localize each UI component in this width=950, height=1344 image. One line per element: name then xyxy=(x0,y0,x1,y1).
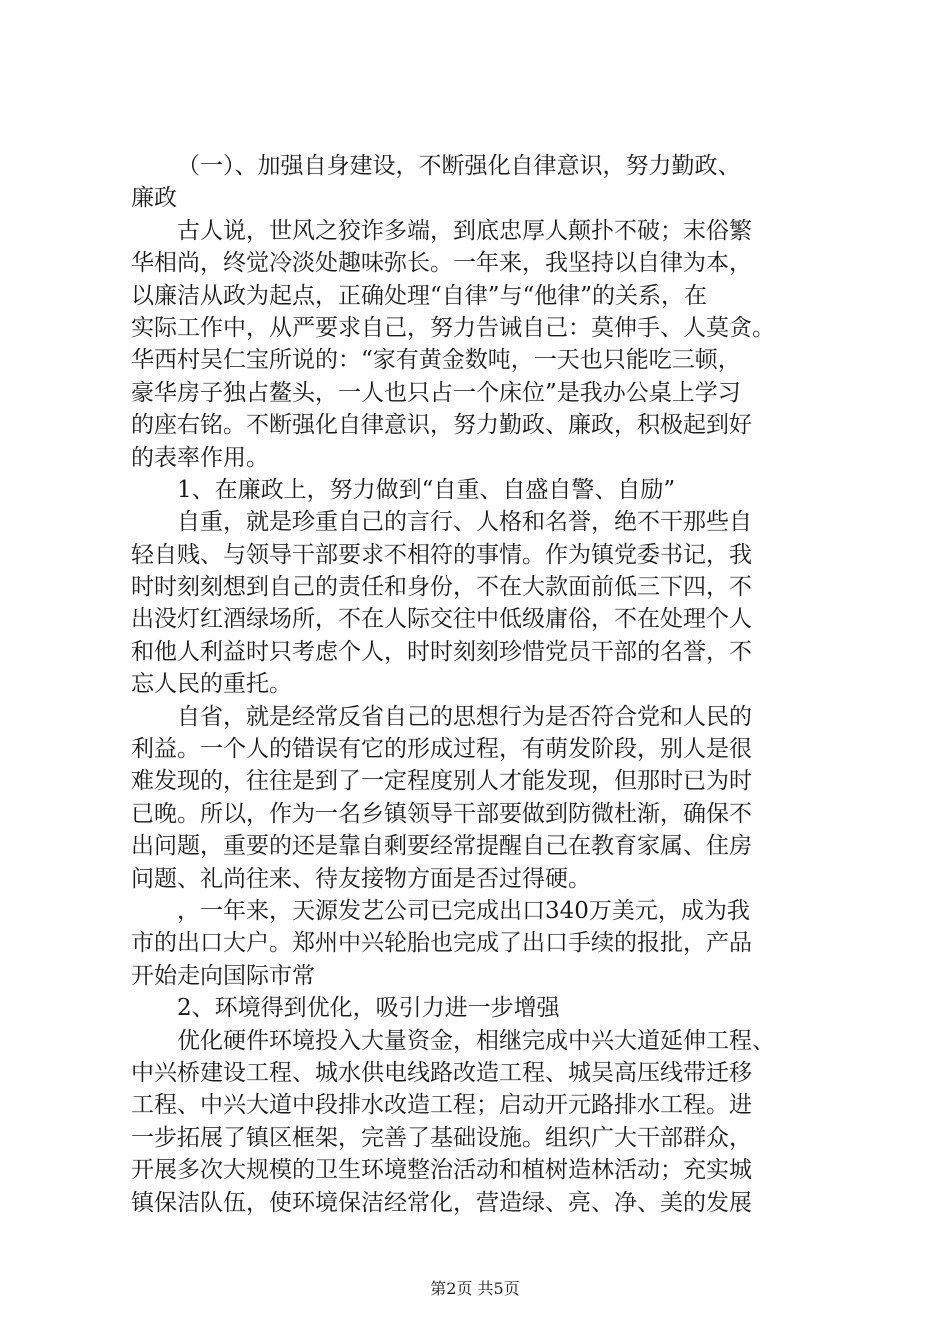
text-line: 问题、礼尚往来、待友接物方面是否过得硬。 xyxy=(131,865,591,892)
text-line: 开展多次大规模的卫生环境整治活动和植树造林活动；充实城 xyxy=(131,1157,752,1184)
text-line: 时时刻刻想到自己的责任和身份，不在大款面前低三下四，不 xyxy=(131,574,752,601)
text-line: 镇保洁队伍，使环境保洁经常化，营造绿、亮、净、美的发展 xyxy=(131,1189,752,1216)
text-line: 2、环境得到优化，吸引力进一步增强 xyxy=(177,995,560,1022)
text-line: 和他人利益时只考虑个人，时时刻刻珍惜党员干部的名誉，不 xyxy=(131,638,752,665)
text-line: 工程、中兴大道中段排水改造工程；启动开元路排水工程。进 xyxy=(131,1092,752,1119)
text-line: 中兴桥建设工程、城水供电线路改造工程、城吴高压线带迁移 xyxy=(131,1059,752,1086)
text-line: 的表率作用。 xyxy=(131,444,269,471)
text-line: 轻自贱、与领导干部要求不相符的事情。作为镇党委书记，我 xyxy=(131,541,752,568)
text-line: 出问题，重要的还是靠自剩要经常提醒自己在教育家属、住房 xyxy=(131,833,752,860)
text-line: 一步拓展了镇区框架，完善了基础设施。组织广大干部群众， xyxy=(131,1124,752,1151)
text-line: 华相尚，终觉冷淡处趣味弥长。一年来，我坚持以自律为本， xyxy=(131,250,752,277)
text-line: 华西村吴仁宝所说的：“家有黄金数吨，一天也只能吃三顿， xyxy=(131,347,741,374)
text-line: 忘人民的重托。 xyxy=(131,671,292,698)
text-line: （一）、加强自身建设，不断强化自律意识，努力勤政、 xyxy=(177,153,741,179)
text-line: ，一年来，天源发艺公司已完成出口340万美元，成为我 xyxy=(177,897,750,924)
text-line: 已晚。所以，作为一名乡镇领导干部要做到防微杜渐，确保不 xyxy=(131,800,752,827)
text-line: 自重，就是珍重自己的言行、人格和名誉，绝不干那些自 xyxy=(177,509,752,536)
text-line: 开始走向国际市常 xyxy=(131,962,315,989)
text-line: 1、在廉政上，努力做到“自重、自盛自警、自励” xyxy=(177,476,676,503)
text-line: 豪华房子独占鳌头，一人也只占一个床位”是我办公桌上学习 xyxy=(131,379,741,406)
document-body xyxy=(131,150,831,1219)
text-line: 市的出口大户。郑州中兴轮胎也完成了出口手续的报批，产品 xyxy=(131,930,752,957)
page-number-footer: 第2页 共5页 xyxy=(430,1279,520,1298)
text-line: 的座右铭。不断强化自律意识，努力勤政、廉政，积极起到好 xyxy=(131,412,752,439)
text-line: 优化硬件环境投入大量资金，相继完成中兴大道延伸工程、 xyxy=(177,1027,775,1054)
text-line: 出没灯红酒绿场所，不在人际交往中低级庸俗，不在处理个人 xyxy=(131,606,752,633)
text-line: 利益。一个人的错误有它的形成过程，有萌发阶段，别人是很 xyxy=(131,736,752,763)
text-line: 古人说，世风之狡诈多端，到底忠厚人颠扑不破；末俗繁 xyxy=(177,217,752,244)
text-line: 实际工作中，从严要求自己，努力告诫自己：莫伸手、人莫贪。 xyxy=(131,314,775,341)
text-line: 自省，就是经常反省自己的思想行为是否符合党和人民的 xyxy=(177,703,752,730)
text-line: 以廉洁从政为起点，正确处理“自律”与“他律”的关系，在 xyxy=(131,282,708,309)
text-line: 廉政 xyxy=(131,185,177,212)
text-line: 难发现的，往往是到了一定程度别人才能发现，但那时已为时 xyxy=(131,768,752,795)
